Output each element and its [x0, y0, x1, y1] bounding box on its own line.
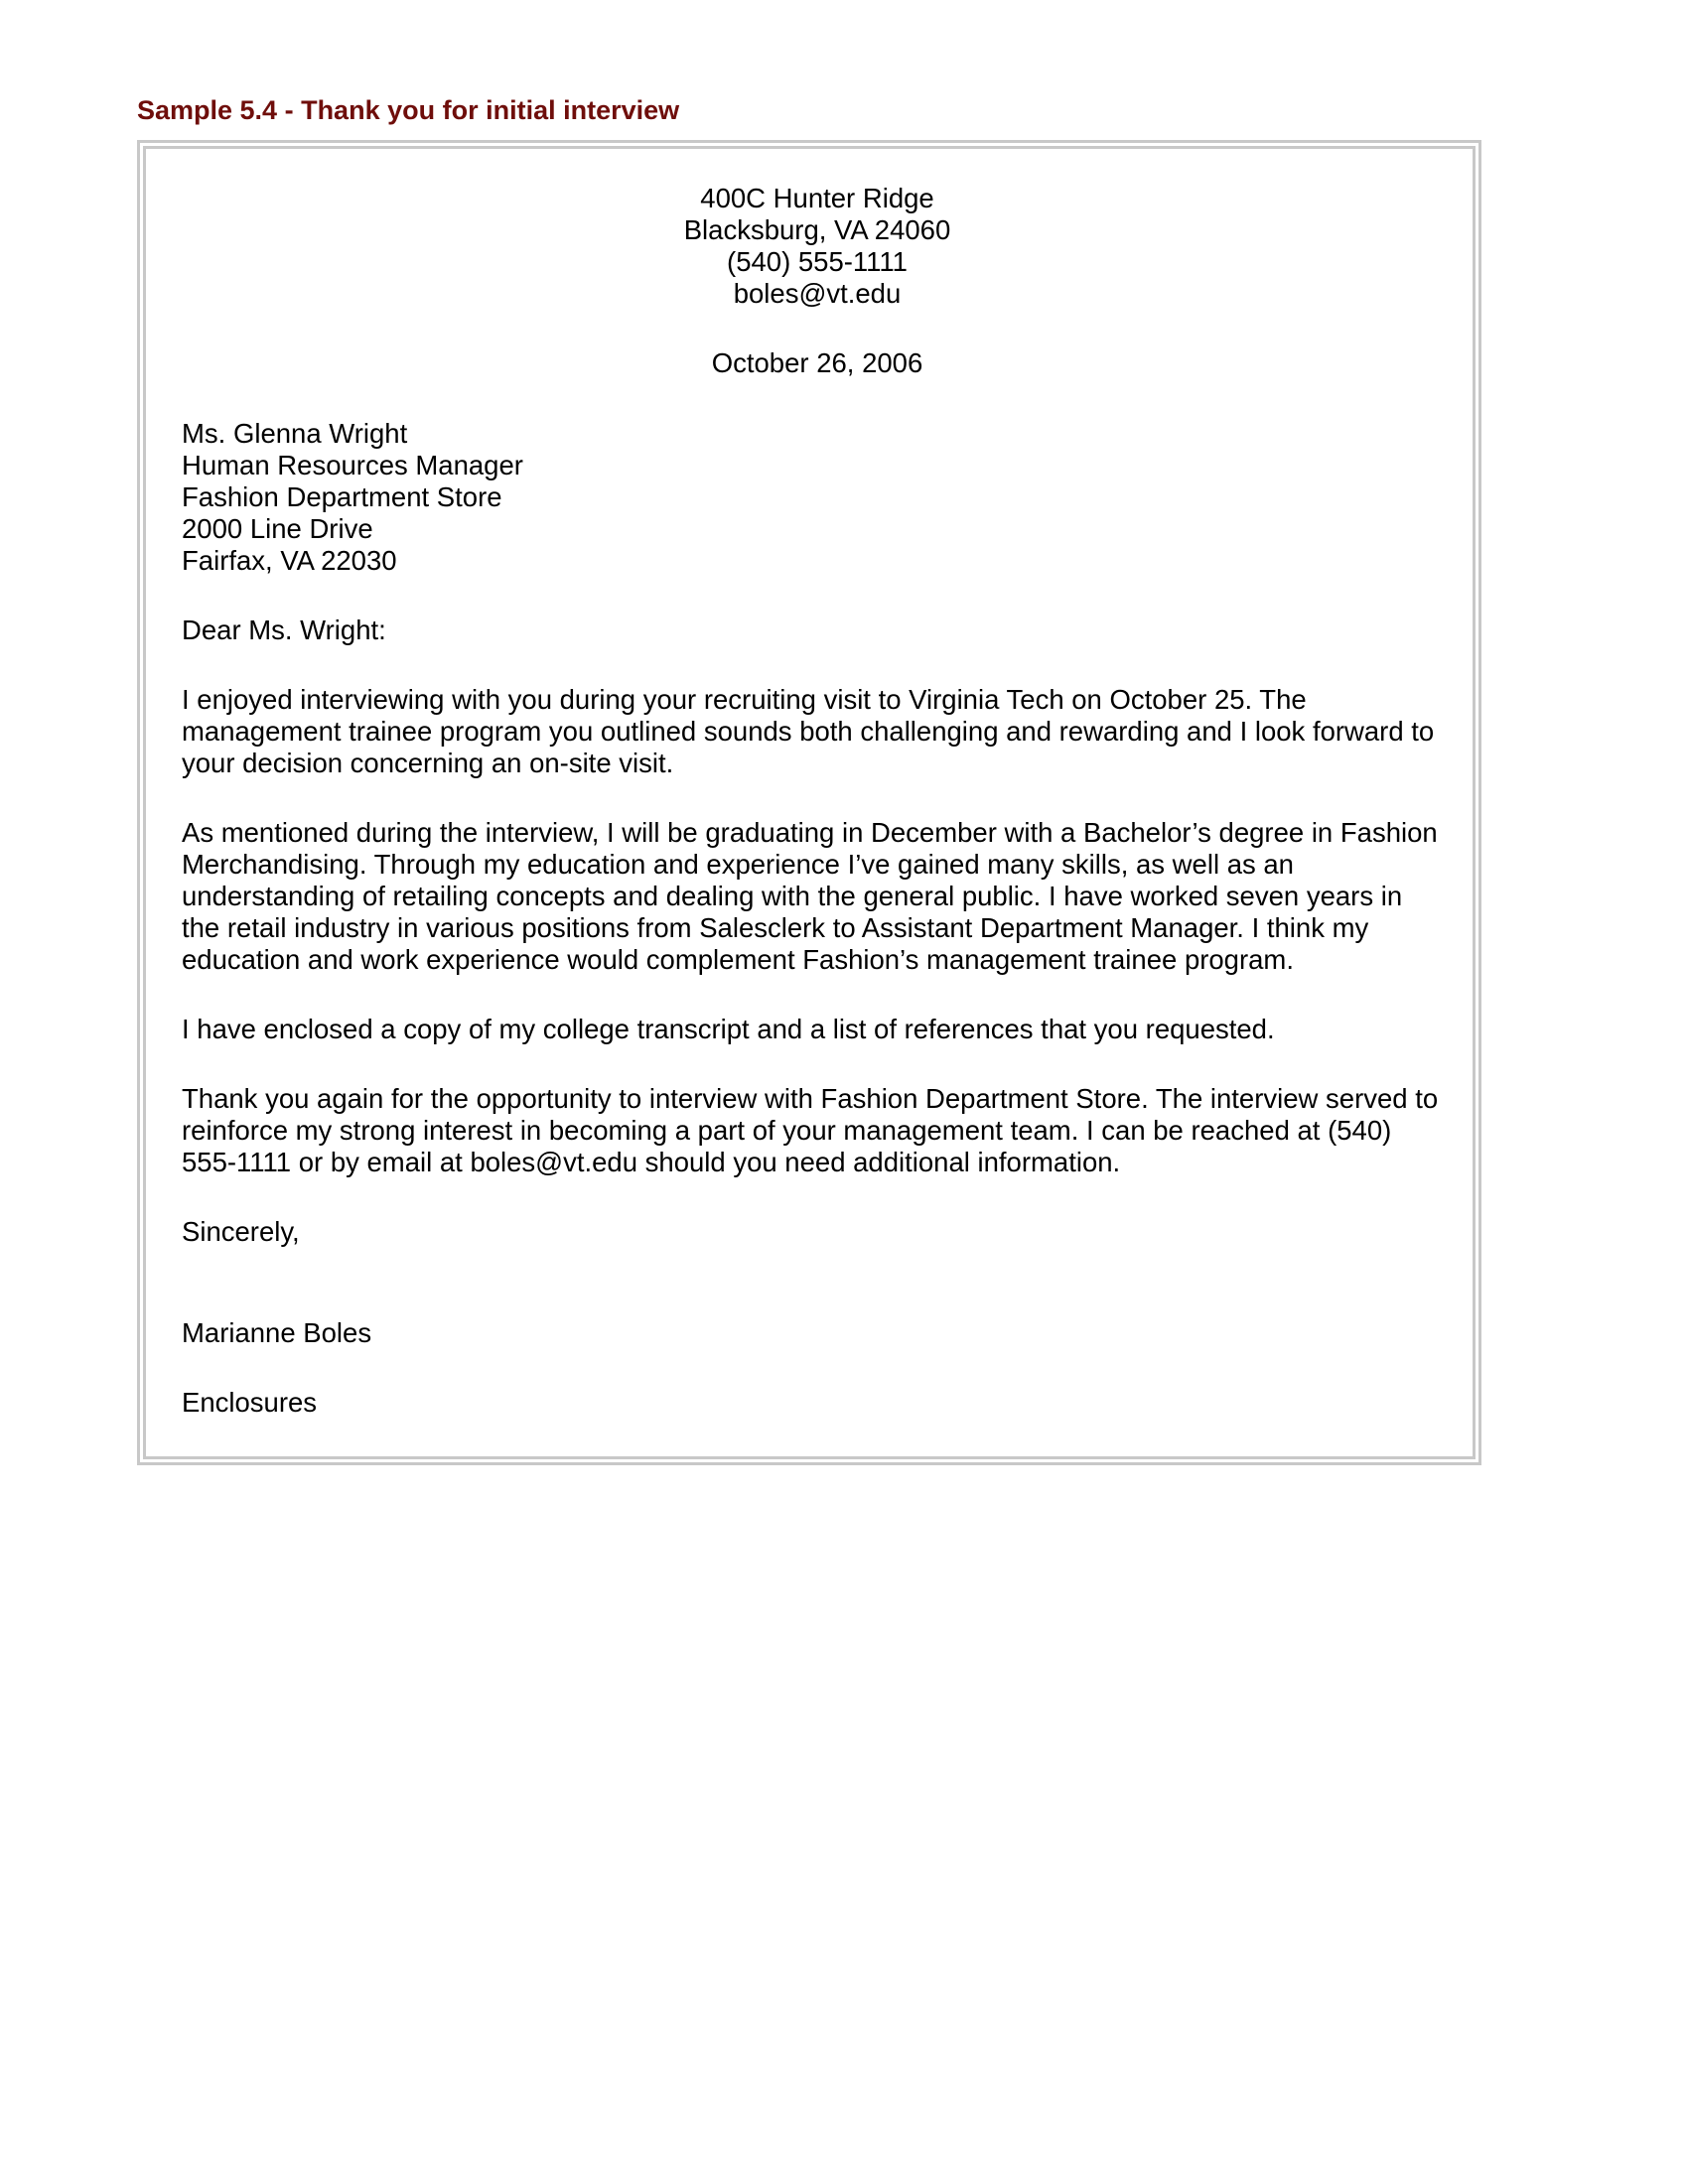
body-paragraph — [182, 1083, 1473, 1178]
page-title: Sample 5.4 - Thank you for initial interview — [137, 95, 680, 125]
paragraph-line: reinforce my strong interest in becoming a part of your management team. I can be reached at (540) — [182, 1115, 1392, 1146]
paragraph-line: understanding of retailing concepts and dealing with the general public. I have worked seven years in — [182, 881, 1403, 911]
recipient-city: Fairfax, VA 22030 — [182, 545, 397, 576]
salutation: Dear Ms. Wright: — [182, 614, 386, 645]
letter-date: October 26, 2006 — [711, 347, 923, 378]
paragraph-line: 555-1111 or by email at boles@vt.edu should you need additional information. — [182, 1147, 1121, 1177]
body-paragraph — [182, 817, 1473, 976]
paragraph-line: I have enclosed a copy of my college transcript and a list of references that you requested. — [182, 1014, 1275, 1044]
enclosure-note: Enclosures — [182, 1387, 318, 1418]
letter-body — [182, 183, 1453, 1419]
paragraph-line: Thank you again for the opportunity to interview with Fashion Department Store. The interview served to — [182, 1083, 1439, 1114]
return-address-phone: (540) 555-1111 — [727, 246, 908, 277]
closing: Sincerely, — [182, 1216, 300, 1247]
return-address-city: Blacksburg, VA 24060 — [683, 214, 951, 245]
return-address-street: 400C Hunter Ridge — [700, 183, 934, 213]
letter-frame-inner-border — [143, 146, 1476, 1459]
return-address — [182, 183, 1453, 310]
body-paragraph — [182, 1014, 1473, 1045]
recipient-street: 2000 Line Drive — [182, 513, 373, 544]
recipient-title: Human Resources Manager — [182, 450, 523, 480]
paragraph-line: management trainee program you outlined sounds both challenging and rewarding and I look forward to — [182, 716, 1435, 747]
recipient-company: Fashion Department Store — [182, 481, 502, 512]
recipient-address — [182, 418, 1453, 577]
body-paragraph — [182, 684, 1473, 779]
signer-name: Marianne Boles — [182, 1317, 372, 1348]
paragraph-line: I enjoyed interviewing with you during your recruiting visit to Virginia Tech on October 25. The — [182, 684, 1307, 715]
paragraph-line: Merchandising. Through my education and experience I’ve gained many skills, as well as an — [182, 849, 1294, 880]
letter-frame — [137, 140, 1481, 1465]
paragraph-line: the retail industry in various positions from Salesclerk to Assistant Department Manager. I think my — [182, 912, 1369, 943]
paragraph-line: As mentioned during the interview, I will be graduating in December with a Bachelor’s degree in Fashion — [182, 817, 1438, 848]
recipient-name: Ms. Glenna Wright — [182, 418, 408, 449]
paragraph-line: education and work experience would complement Fashion’s management trainee program. — [182, 944, 1294, 975]
return-address-email: boles@vt.edu — [733, 278, 902, 309]
paragraph-line: your decision concerning an on-site visit. — [182, 748, 674, 778]
